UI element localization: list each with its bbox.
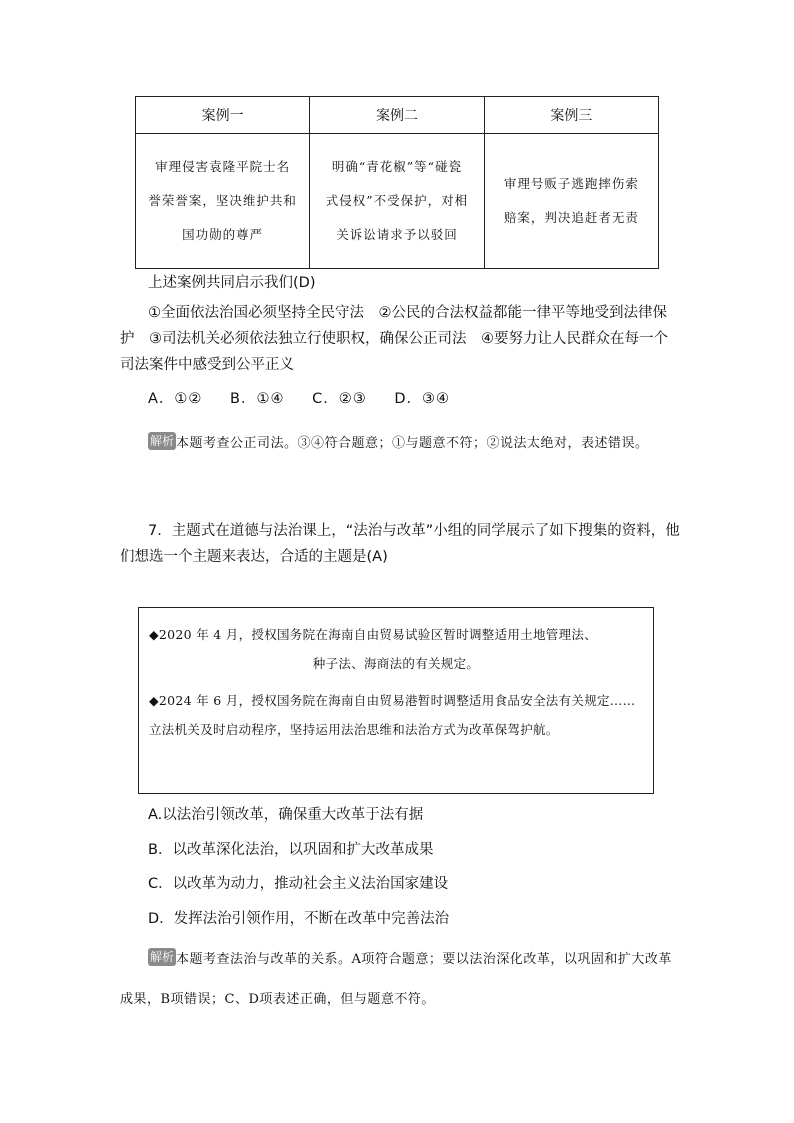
cell-line: 明确“青花椒”等“碰瓷 — [331, 159, 463, 174]
material-item-1-line-1: ◆2020 年 4 月，授权国务院在海南自由贸易试验区暂时调整适用土地管理法、 — [149, 627, 597, 642]
cell-line: 式侵权”不受保护，对相 — [325, 193, 469, 208]
option-a: A．①② — [148, 391, 203, 407]
table-header-case-1: 案例一 — [136, 97, 310, 134]
question-6-stem: 上述案例共同启示我们(D) — [148, 275, 316, 291]
table-row — [136, 134, 659, 269]
question-7-options — [148, 798, 449, 936]
option-a: A.以法治引领改革，确保重大改革于法有据 — [148, 807, 424, 823]
option-d: D．③④ — [394, 391, 450, 407]
analysis-6 — [120, 424, 680, 464]
material-item-1 — [149, 620, 643, 678]
question-7-stem: 7．主题式在道德与法治课上，“法治与改革”小组的同学展示了如下搜集的资料，他们想选一个主题来表达，合适的主题是(A) — [120, 523, 680, 565]
option-d: D．发挥法治引领作用，不断在改革中完善法治 — [148, 910, 450, 927]
table-cell-case-1 — [136, 134, 310, 269]
question-6-options — [148, 386, 472, 412]
option-c: C．以改革为动力，推动社会主义法治国家建设 — [148, 876, 449, 892]
material-item-2: ◆2024 年 6 月，授权国务院在海南自由贸易港暂时调整适用食品安全法有关规定……立法机关及时启动程序，坚持运用法治思维和法治方式为改革保驾护航。 — [149, 693, 636, 737]
option-c: C．②③ — [312, 391, 367, 407]
cell-line: 赔案，判决追赶者无责 — [503, 210, 639, 225]
cell-line: 审理号贩子逃跑摔伤索 — [503, 176, 639, 191]
cases-table — [135, 96, 659, 269]
table-cell-case-2 — [310, 134, 484, 269]
material-item-1-line-2: 种子法、海商法的有关规定。 — [312, 656, 480, 671]
analysis-text: 本题考查法治与改革的关系。A项符合题意；要以法治深化改革，以巩固和扩大改革成果，B项错误；C、D项表述正确，但与题意不符。 — [120, 952, 672, 1007]
cell-line: 关诉讼请求予以驳回 — [336, 227, 458, 242]
analysis-tag: 解析 — [150, 434, 175, 448]
analysis-tag: 解析 — [150, 950, 175, 964]
option-b: B．以改革深化法治，以巩固和扩大改革成果 — [148, 841, 434, 858]
cell-line: 誉荣誉案，坚决维护共和 — [148, 193, 297, 208]
material-box — [138, 607, 654, 794]
question-6-statements: ①全面依法治国必须坚持全民守法 ②公民的合法权益都能一律平等地受到法律保护 ③司法机关必须依法独立行使职权，确保公正司法 ④要努力让人民群众在每一个司法案件中感受到公平正义 — [120, 305, 668, 373]
table-cell-case-3 — [484, 134, 658, 269]
table-header-case-2: 案例二 — [310, 97, 484, 134]
table-header-case-3: 案例三 — [484, 97, 658, 134]
cell-line: 国功勋的尊严 — [182, 227, 264, 242]
analysis-7 — [120, 940, 680, 1020]
analysis-text: 本题考查公正司法。③④符合题意；①与题意不符；②说法太绝对，表述错误。 — [176, 436, 649, 451]
option-b: B．①④ — [230, 391, 285, 407]
table-header-row — [136, 97, 659, 134]
cell-line: 审理侵害袁隆平院士名 — [155, 159, 291, 174]
